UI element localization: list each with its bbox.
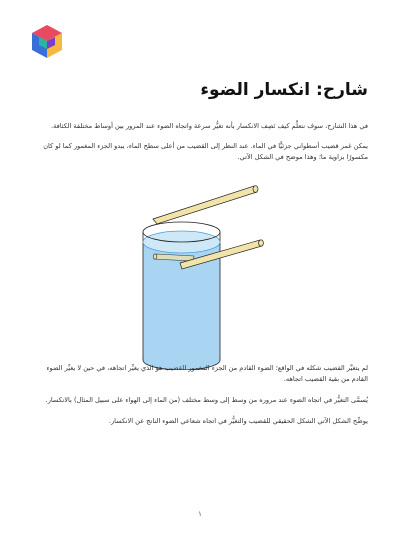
rod-description-paragraph: يمكن غمر قضيب أسطواني جزئيًّا في الماء. عند النظر إلى القضيب من أعلى سطح الماء، يبدو الجزء المغمور كما لو كان مكسورًا بزاوية ما؛ وهذا موضح في الشكل الآتي.: [43, 142, 368, 161]
intro-paragraph: في هذا الشارح، سوف نتعلَّم كيف نَصِف الانكسار بأنه تغيُّر سرعة واتجاه الضوء عند المرور بين أوساط مختلفة الكثافة.: [50, 122, 368, 130]
rod-bottom-end: [259, 240, 264, 246]
explanation-paragraph: لم يتغيَّر القضيب شكله في الواقع؛ الضوء القادم من الجزء المغمور للقضيب هو الذي يغيِّر اتجاهه، في حين لا يغيِّر الضوء القادم من بقية القضيب اتجاهه.: [46, 364, 368, 383]
definition-paragraph: يُسمَّى التغيُّر في اتجاه الضوء عند مروره من وسط إلى وسط مختلف (من الماء إلى الهواء على سبيل المثال) بالانكسار.: [45, 396, 368, 404]
page-number: ١: [198, 510, 202, 518]
refraction-figure: [130, 180, 270, 370]
rod-upper-part: [153, 186, 257, 224]
page-title: شارح: انكسار الضوء: [200, 80, 368, 100]
rod-top-end: [253, 186, 258, 193]
nagwa-logo-icon: [30, 25, 64, 59]
next-figure-paragraph: يوضِّح الشكل الآتي الشكل الحقيقي للقضيب والتغيُّر في اتجاه شعاعي الضوء الناتج عن الانكسار.: [108, 417, 368, 425]
